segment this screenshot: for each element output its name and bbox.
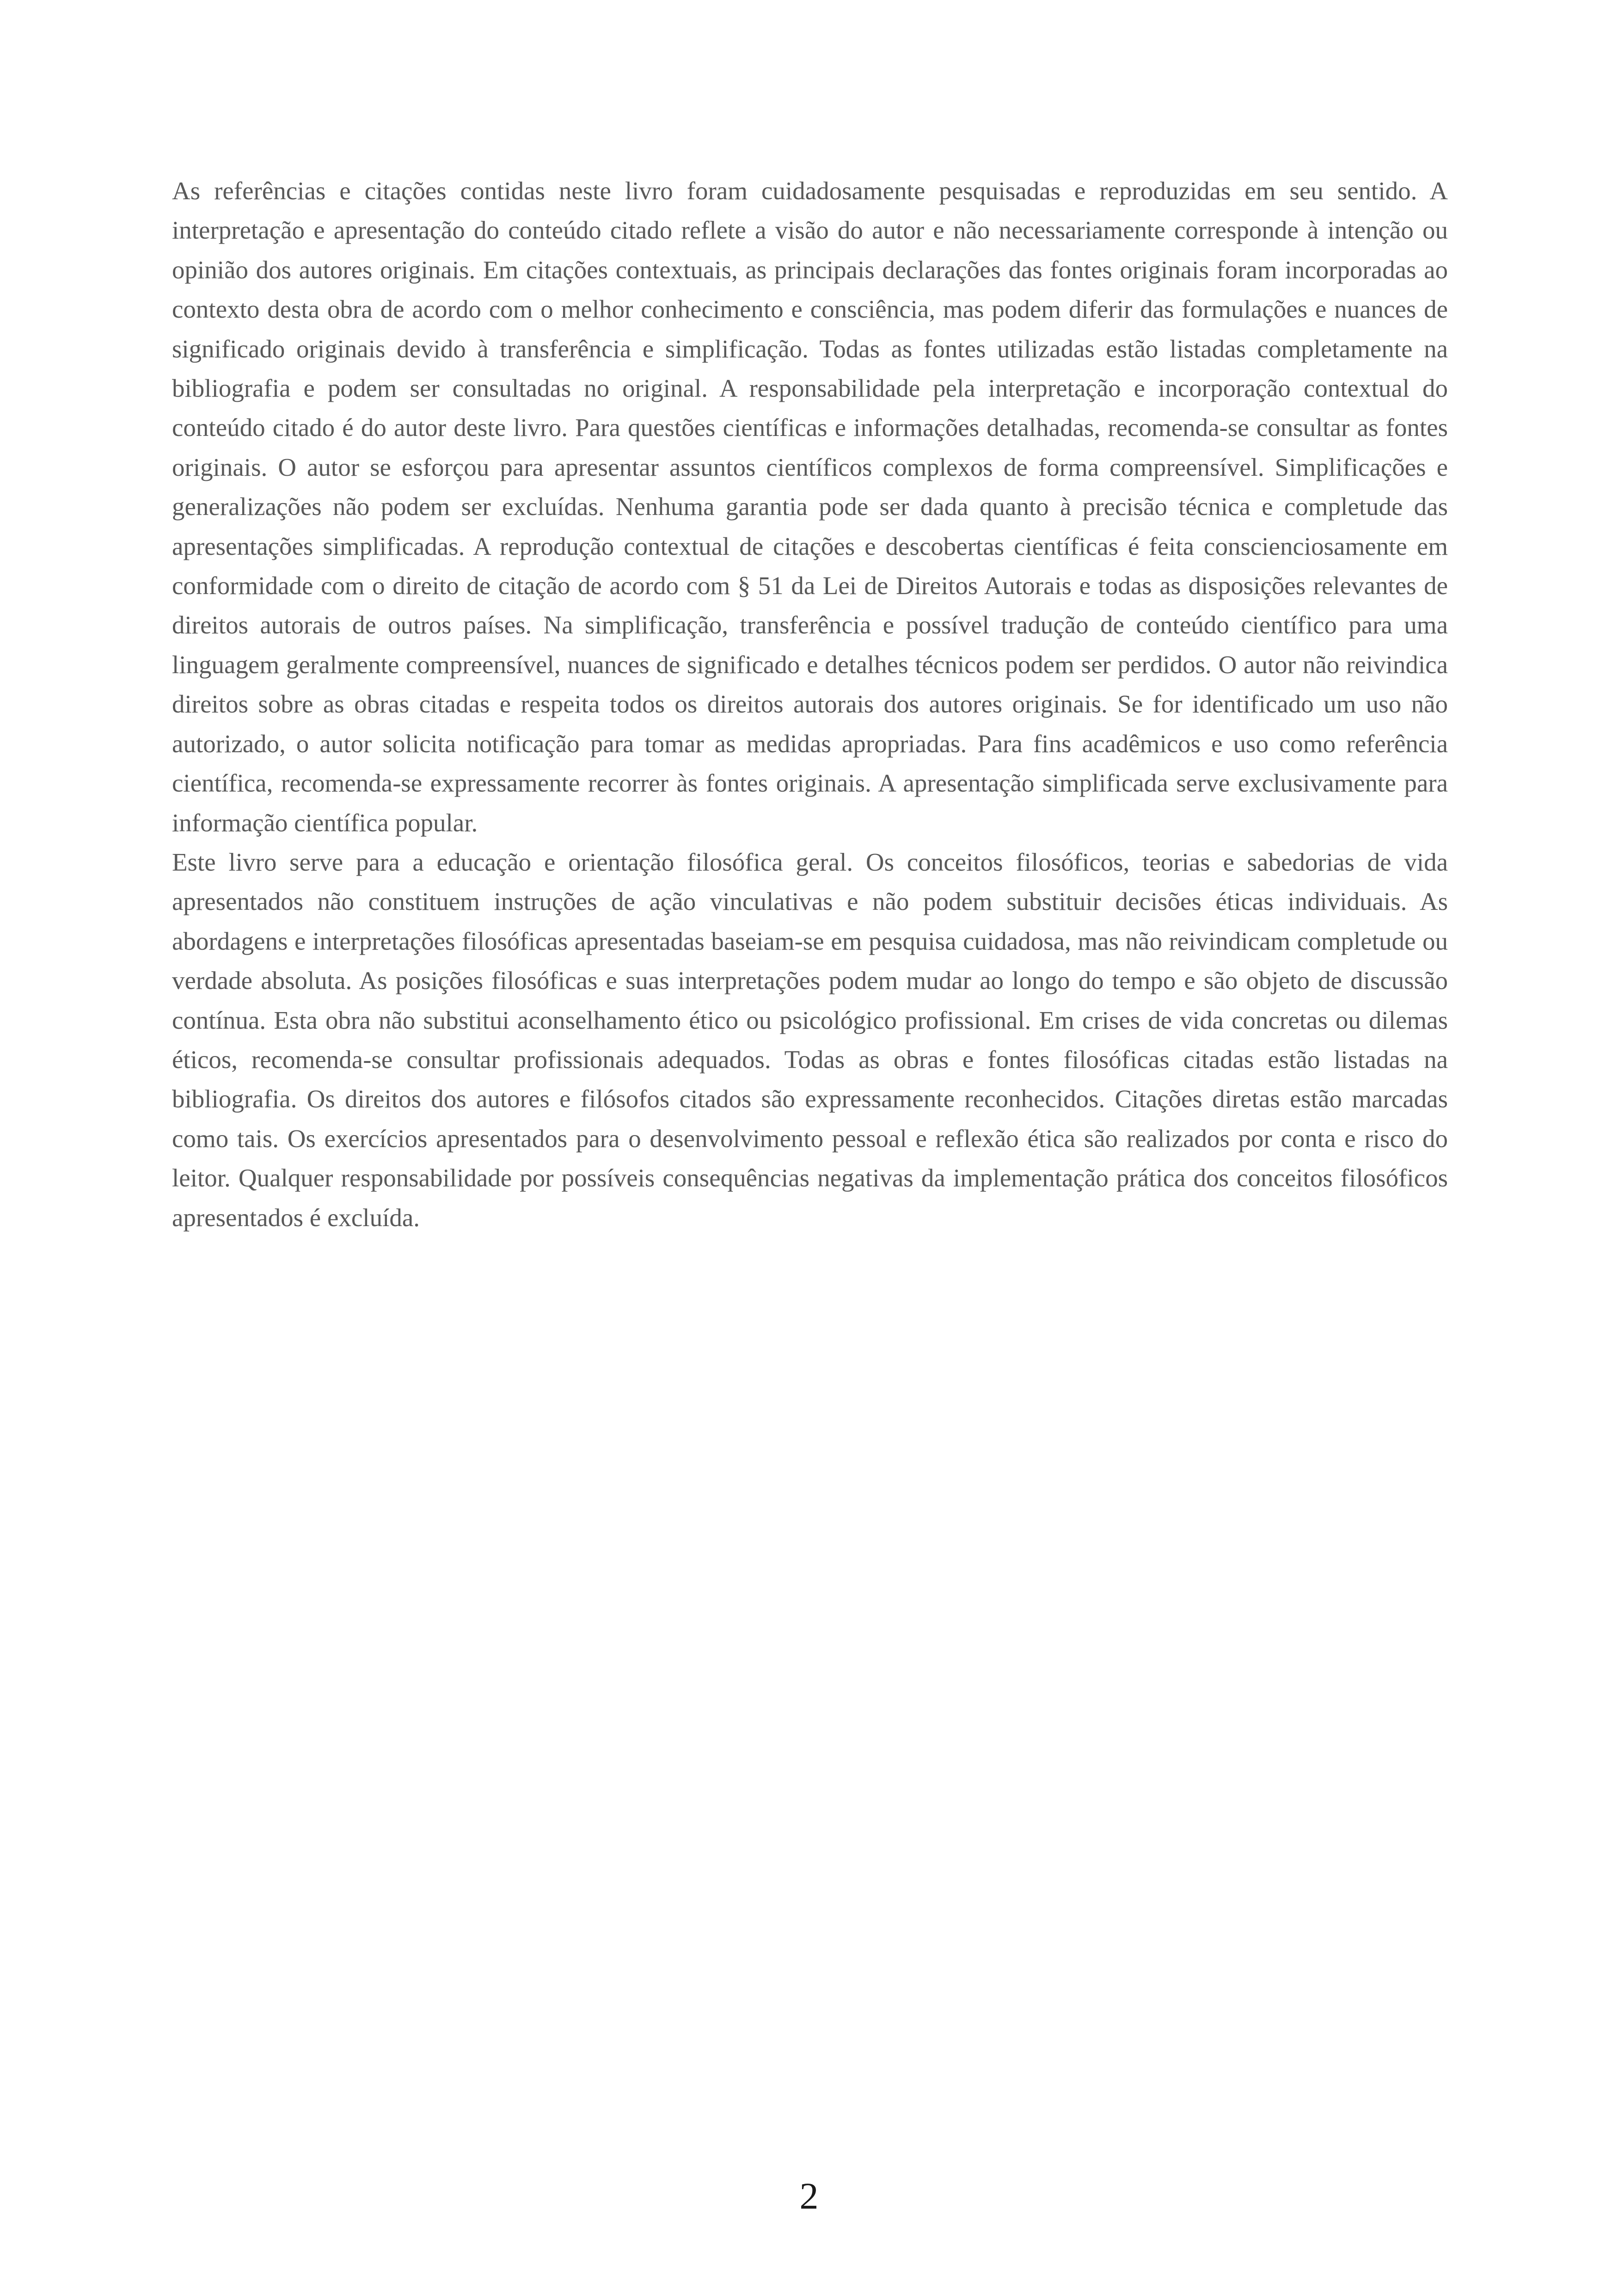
- body-text: [172, 171, 1448, 1237]
- page-number: 2: [799, 2175, 819, 2217]
- paragraph-citations-disclaimer: As referências e citações contidas neste livro foram cuidadosamente pesquisadas e reproduzidas em seu sentido. A interpretação e apresentação do conteúdo citado reflete a visão do autor e não necessariamente corresponde à intenção ou opinião dos autores originais. Em citações contextuais, as principais declarações das fontes originais foram incorporadas ao contexto desta obra de acordo com o melhor conhecimento e consciência, mas podem diferir das formulações e nuances de significado originais devido à transferência e simplificação. Todas as fontes utilizadas estão listadas completamente na bibliografia e podem ser consultadas no original. A responsabilidade pela interpretação e incorporação contextual do conteúdo citado é do autor deste livro. Para questões científicas e informações detalhadas, recomenda-se consultar as fontes originais. O autor se esforçou para apresentar assuntos científicos complexos de forma compreensível. Simplificações e generalizações não podem ser excluídas. Nenhuma garantia pode ser dada quanto à precisão técnica e completude das apresentações simplificadas. A reprodução contextual de citações e descobertas científicas é feita conscienciosamente em conformidade com o direito de citação de acordo com § 51 da Lei de Direitos Autorais e todas as disposições relevantes de direitos autorais de outros países. Na simplificação, transferência e possível tradução de conteúdo científico para uma linguagem geralmente compreensível, nuances de significado e detalhes técnicos podem ser perdidos. O autor não reivindica direitos sobre as obras citadas e respeita todos os direitos autorais dos autores originais. Se for identificado um uso não autorizado, o autor solicita notificação para tomar as medidas apropriadas. Para fins acadêmicos e uso como referência científica, recomenda-se expressamente recorrer às fontes originais. A apresentação simplificada serve exclusivamente para informação científica popular.: [172, 177, 1448, 837]
- paragraph-philosophy-disclaimer: Este livro serve para a educação e orientação filosófica geral. Os conceitos filosóficos, teorias e sabedorias de vida apresentados não constituem instruções de ação vinculativas e não podem substituir decisões éticas individuais. As abordagens e interpretações filosóficas apresentadas baseiam-se em pesquisa cuidadosa, mas não reivindicam completude ou verdade absoluta. As posições filosóficas e suas interpretações podem mudar ao longo do tempo e são objeto de discussão contínua. Esta obra não substitui aconselhamento ético ou psicológico profissional. Em crises de vida concretas ou dilemas éticos, recomenda-se consultar profissionais adequados. Todas as obras e fontes filosóficas citadas estão listadas na bibliografia. Os direitos dos autores e filósofos citados são expressamente reconhecidos. Citações diretas estão marcadas como tais. Os exercícios apresentados para o desenvolvimento pessoal e reflexão ética são realizados por conta e risco do leitor. Qualquer responsabilidade por possíveis consequências negativas da implementação prática dos conceitos filosóficos apresentados é excluída.: [172, 847, 1448, 1232]
